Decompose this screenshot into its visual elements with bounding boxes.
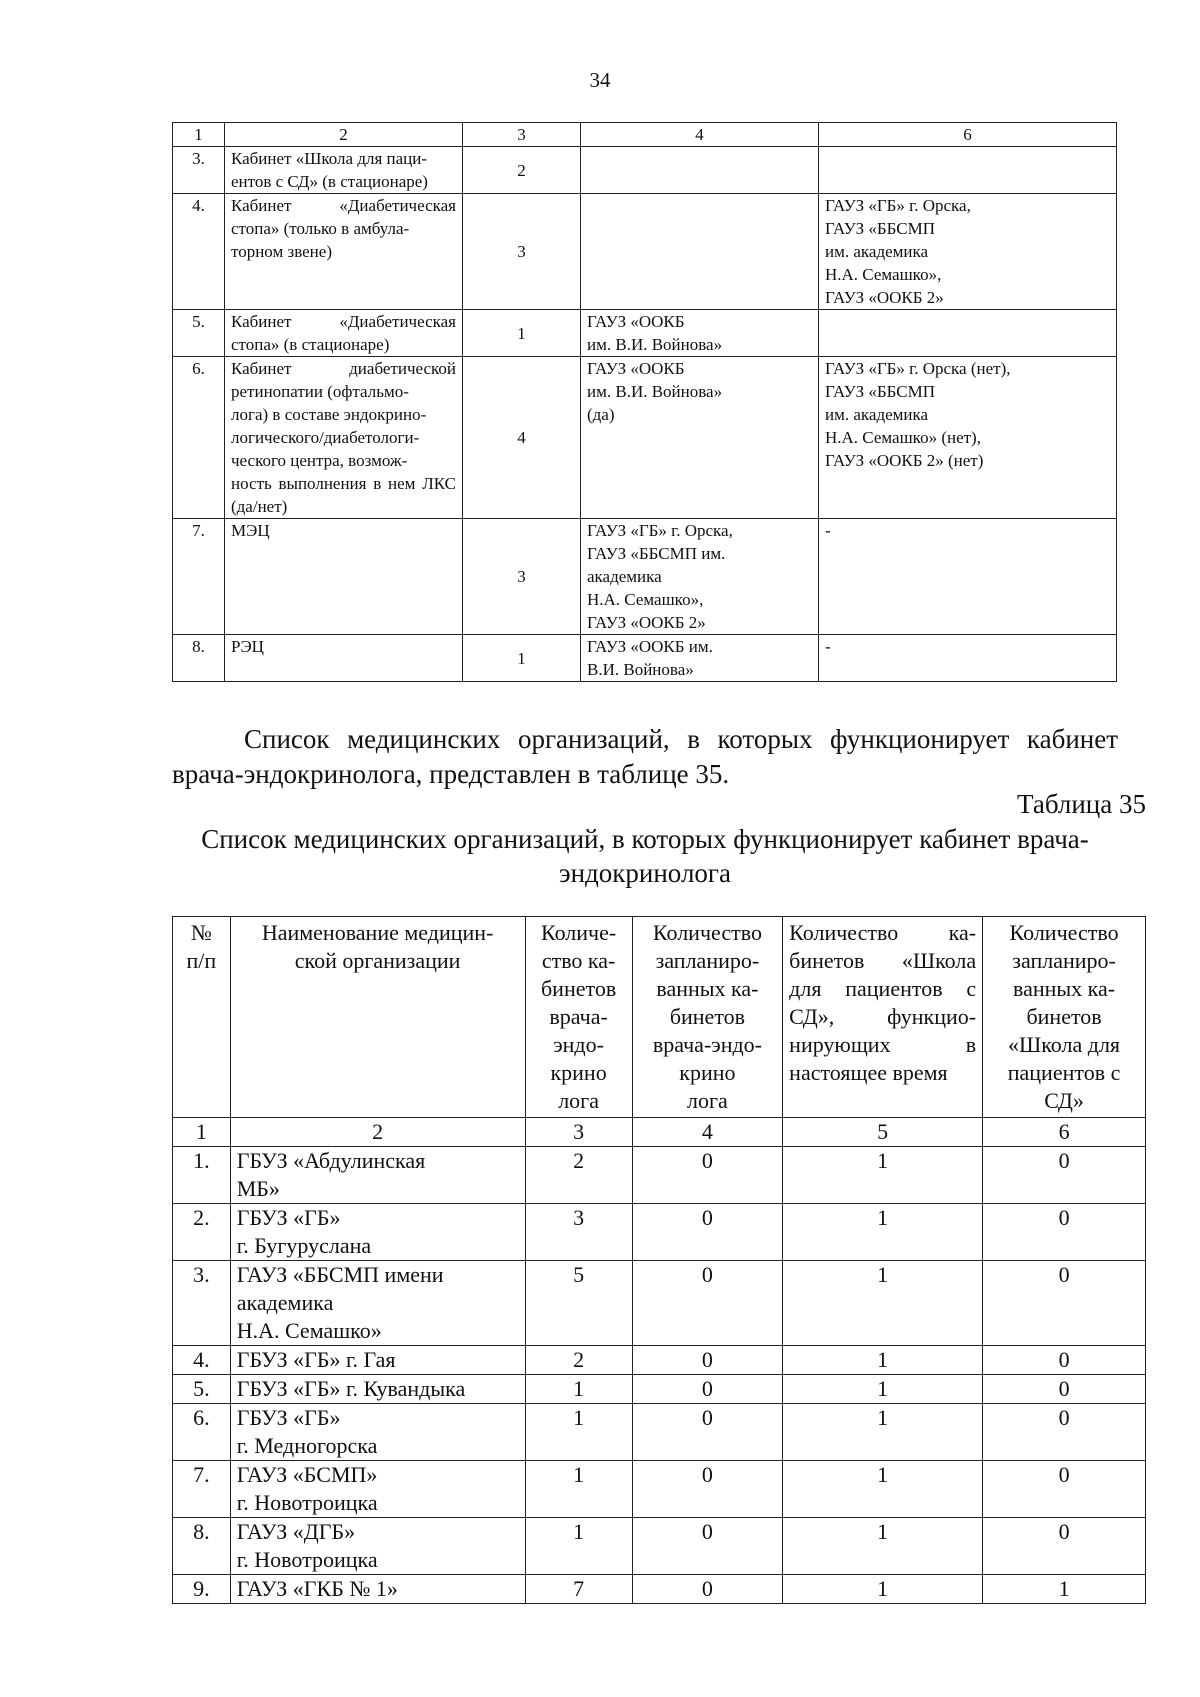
table-row [173, 1147, 1146, 1204]
table-row [173, 1404, 1146, 1461]
row-number: 9. [173, 1575, 231, 1604]
organization-cell [819, 310, 1117, 357]
organization-cell: ГАУЗ «ООКБ им. В.И. Войнова» (да) [581, 357, 819, 519]
diabetes-school-cabinets-count: 1 [783, 1404, 983, 1461]
organization-name: ГБУЗ «ГБ» г. Медногорска [230, 1404, 525, 1461]
cabinet-name: Кабинет «Диабетическая стопа» (только в амбула- торном звене) [225, 194, 463, 310]
organization-cell: ГАУЗ «ГБ» г. Орска, ГАУЗ «ББСМП им. академика Н.А. Семашко», ГАУЗ «ООКБ 2» [819, 194, 1117, 310]
planned-diabetes-school-cabinets: 0 [983, 1147, 1146, 1204]
planned-endocrinologist-cabinets: 0 [632, 1147, 782, 1204]
column-header: Наименование медицин- ской организации [230, 917, 525, 1118]
column-header: Количе- ство ка- бинетов врача- эндо- крино лога [525, 917, 632, 1118]
row-number: 6. [173, 357, 225, 519]
diabetes-school-cabinets-count: 1 [783, 1261, 983, 1346]
organization-name: ГАУЗ «ДГБ» г. Новотроицка [230, 1518, 525, 1575]
planned-diabetes-school-cabinets: 0 [983, 1204, 1146, 1261]
table-row [173, 1518, 1146, 1575]
column-number: 3 [525, 1118, 632, 1147]
column-number: 2 [230, 1118, 525, 1147]
row-number: 6. [173, 1404, 231, 1461]
endocrinologist-cabinets-count: 1 [525, 1375, 632, 1404]
column-header: Количество запланиро- ванных ка- бинетов «Школа для пациентов с СД» [983, 917, 1146, 1118]
cabinet-name: МЭЦ [225, 519, 463, 635]
row-number: 7. [173, 1461, 231, 1518]
table-row [173, 310, 1117, 357]
column-number: 5 [783, 1118, 983, 1147]
row-number: 8. [173, 1518, 231, 1575]
planned-diabetes-school-cabinets: 0 [983, 1261, 1146, 1346]
organization-name: ГАУЗ «ГКБ № 1» [230, 1575, 525, 1604]
organization-cell: ГАУЗ «ГБ» г. Орска, ГАУЗ «ББСМП им. академика Н.А. Семашко», ГАУЗ «ООКБ 2» [581, 519, 819, 635]
organization-cell [819, 147, 1117, 194]
table-header-row [173, 917, 1146, 1118]
endocrinologist-cabinets-count: 2 [525, 1147, 632, 1204]
row-number: 8. [173, 635, 225, 682]
page-number: 34 [589, 68, 611, 92]
cabinet-name: РЭЦ [225, 635, 463, 682]
table-label: Таблица 35 [1017, 789, 1146, 819]
table-row [173, 635, 1117, 682]
cabinet-count: 3 [463, 194, 581, 310]
row-number: 5. [173, 1375, 231, 1404]
organization-cell: ГАУЗ «ООКБ им. В.И. Войнова» [581, 310, 819, 357]
planned-diabetes-school-cabinets: 1 [983, 1575, 1146, 1604]
planned-endocrinologist-cabinets: 0 [632, 1461, 782, 1518]
header-cell: 4 [581, 123, 819, 147]
planned-diabetes-school-cabinets: 0 [983, 1375, 1146, 1404]
row-number: 3. [173, 1261, 231, 1346]
header-cell: 2 [225, 123, 463, 147]
column-header: № п/п [173, 917, 231, 1118]
diabetes-school-cabinets-count: 1 [783, 1346, 983, 1375]
planned-diabetes-school-cabinets: 0 [983, 1346, 1146, 1375]
cabinet-name: Кабинет «Диабетическая стопа» (в стационаре) [225, 310, 463, 357]
continuation-table [172, 122, 1117, 682]
table-row [173, 1461, 1146, 1518]
endocrinologist-cabinets-count: 1 [525, 1404, 632, 1461]
table-35 [172, 916, 1146, 1604]
cabinet-count: 4 [463, 357, 581, 519]
cabinet-name: Кабинет диабетической ретинопатии (офтальмо- лога) в составе эндокрино- логического/диабетологи- ческого центра, возмож- ность выполнения в нем ЛКС (да/нет) [225, 357, 463, 519]
planned-endocrinologist-cabinets: 0 [632, 1261, 782, 1346]
planned-endocrinologist-cabinets: 0 [632, 1575, 782, 1604]
table-row [173, 1261, 1146, 1346]
paragraph-text: Список медицинских организаций, в которых функционирует кабинет врача-эндокринолога, представлен в таблице 35. [172, 724, 1118, 789]
column-number: 4 [632, 1118, 782, 1147]
table-row [173, 1346, 1146, 1375]
organization-name: ГБУЗ «ГБ» г. Кувандыка [230, 1375, 525, 1404]
organization-cell: - [819, 519, 1117, 635]
table-row [173, 1204, 1146, 1261]
column-numbers-row [173, 123, 1117, 147]
organization-cell: ГАУЗ «ГБ» г. Орска (нет), ГАУЗ «ББСМП им. академика Н.А. Семашко» (нет), ГАУЗ «ООКБ 2» (нет) [819, 357, 1117, 519]
column-header: Количество запланиро- ванных ка- бинетов врача-эндо- крино лога [632, 917, 782, 1118]
row-number: 1. [173, 1147, 231, 1204]
column-number: 1 [173, 1118, 231, 1147]
header-cell: 3 [463, 123, 581, 147]
planned-endocrinologist-cabinets: 0 [632, 1404, 782, 1461]
row-number: 4. [173, 1346, 231, 1375]
planned-endocrinologist-cabinets: 0 [632, 1375, 782, 1404]
cabinet-count: 2 [463, 147, 581, 194]
cabinet-count: 1 [463, 310, 581, 357]
table-row [173, 1375, 1146, 1404]
table-35-body [173, 1147, 1146, 1604]
organization-name: ГАУЗ «БСМП» г. Новотроицка [230, 1461, 525, 1518]
row-number: 4. [173, 194, 225, 310]
cabinet-name: Кабинет «Школа для паци- ентов с СД» (в стационаре) [225, 147, 463, 194]
cabinet-count: 1 [463, 635, 581, 682]
cabinet-count: 3 [463, 519, 581, 635]
table-row [173, 357, 1117, 519]
organization-name: ГБУЗ «ГБ» г. Бугуруслана [230, 1204, 525, 1261]
endocrinologist-cabinets-count: 5 [525, 1261, 632, 1346]
row-number: 3. [173, 147, 225, 194]
planned-endocrinologist-cabinets: 0 [632, 1204, 782, 1261]
table-row [173, 1575, 1146, 1604]
organization-name: ГБУЗ «ГБ» г. Гая [230, 1346, 525, 1375]
diabetes-school-cabinets-count: 1 [783, 1461, 983, 1518]
endocrinologist-cabinets-count: 3 [525, 1204, 632, 1261]
organization-name: ГАУЗ «ББСМП имени академика Н.А. Семашко» [230, 1261, 525, 1346]
organization-name: ГБУЗ «Абдулинская МБ» [230, 1147, 525, 1204]
organization-cell [581, 194, 819, 310]
table-title: Список медицинских организаций, в которых функционирует кабинет врача-эндокринолога [201, 824, 1089, 888]
header-cell: 6 [819, 123, 1117, 147]
endocrinologist-cabinets-count: 1 [525, 1518, 632, 1575]
diabetes-school-cabinets-count: 1 [783, 1147, 983, 1204]
planned-endocrinologist-cabinets: 0 [632, 1518, 782, 1575]
column-number: 6 [983, 1118, 1146, 1147]
table-row [173, 194, 1117, 310]
organization-cell: - [819, 635, 1117, 682]
row-number: 7. [173, 519, 225, 635]
diabetes-school-cabinets-count: 1 [783, 1204, 983, 1261]
row-number: 2. [173, 1204, 231, 1261]
column-numbers-row [173, 1118, 1146, 1147]
organization-cell: ГАУЗ «ООКБ им. В.И. Войнова» [581, 635, 819, 682]
organization-cell [581, 147, 819, 194]
endocrinologist-cabinets-count: 1 [525, 1461, 632, 1518]
body-paragraph [172, 722, 1118, 792]
diabetes-school-cabinets-count: 1 [783, 1518, 983, 1575]
header-cell: 1 [173, 123, 225, 147]
endocrinologist-cabinets-count: 7 [525, 1575, 632, 1604]
table-row [173, 519, 1117, 635]
planned-diabetes-school-cabinets: 0 [983, 1404, 1146, 1461]
row-number: 5. [173, 310, 225, 357]
endocrinologist-cabinets-count: 2 [525, 1346, 632, 1375]
planned-diabetes-school-cabinets: 0 [983, 1518, 1146, 1575]
diabetes-school-cabinets-count: 1 [783, 1575, 983, 1604]
diabetes-school-cabinets-count: 1 [783, 1375, 983, 1404]
table-row [173, 147, 1117, 194]
planned-diabetes-school-cabinets: 0 [983, 1461, 1146, 1518]
planned-endocrinologist-cabinets: 0 [632, 1346, 782, 1375]
column-header: Количество ка- бинетов «Школа для пациентов с СД», функцио- нирующих в настоящее время [783, 917, 983, 1118]
